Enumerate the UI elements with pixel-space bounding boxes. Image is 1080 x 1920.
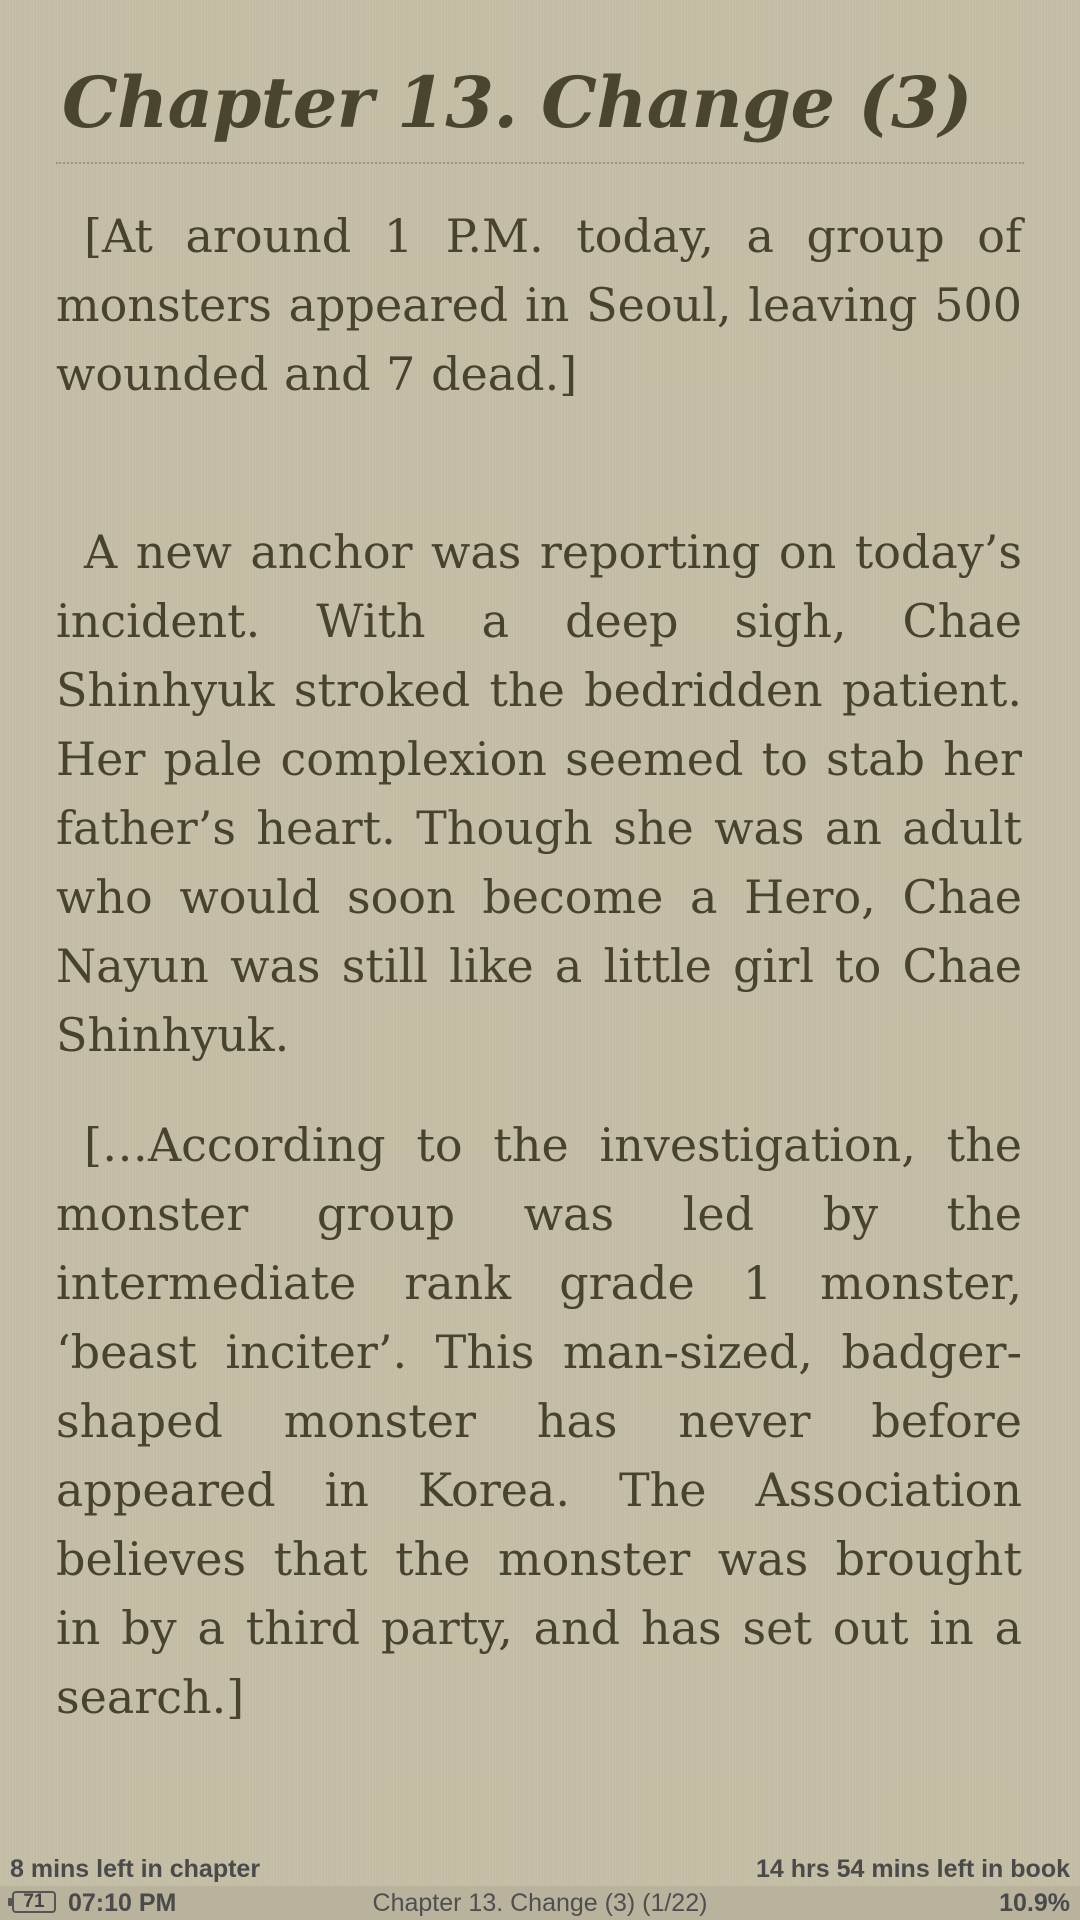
- paragraph: [At around 1 P.M. today, a group of monsters appeared in Seoul, leaving 500 wounded and 7 dead.]: [56, 209, 1022, 401]
- chapter-time-left: 8 mins left in chapter: [10, 1855, 261, 1883]
- status-bar: [0, 1886, 1080, 1920]
- title-divider: [56, 162, 1024, 164]
- clock: 07:10 PM: [68, 1889, 177, 1917]
- chapter-title: Chapter 13. Change (3): [62, 61, 972, 144]
- paragraph: […According to the investigation, the monster group was led by the intermediate rank grade 1 monster, ‘beast inciter’. This man-sized, badger-shaped monster has never before appeared in Korea. The Association believes that the monster was brought in by a third party, and has set out in a search.]: [56, 1118, 1022, 1724]
- reading-progress-bar: [0, 1852, 1080, 1886]
- book-progress-percent: 10.9%: [999, 1889, 1070, 1917]
- book-time-left: 14 hrs 54 mins left in book: [756, 1855, 1070, 1883]
- page-info: Chapter 13. Change (3) (1/22): [372, 1889, 708, 1917]
- battery-icon: 71: [12, 1891, 56, 1913]
- paragraph: A new anchor was reporting on today’s incident. With a deep sigh, Chae Shinhyuk stroked the bedridden patient. Her pale complexion seemed to stab her father’s heart. Though she was an adult who would soon become a Hero, Chae Nayun was still like a little girl to Chae Shinhyuk.: [56, 525, 1022, 1062]
